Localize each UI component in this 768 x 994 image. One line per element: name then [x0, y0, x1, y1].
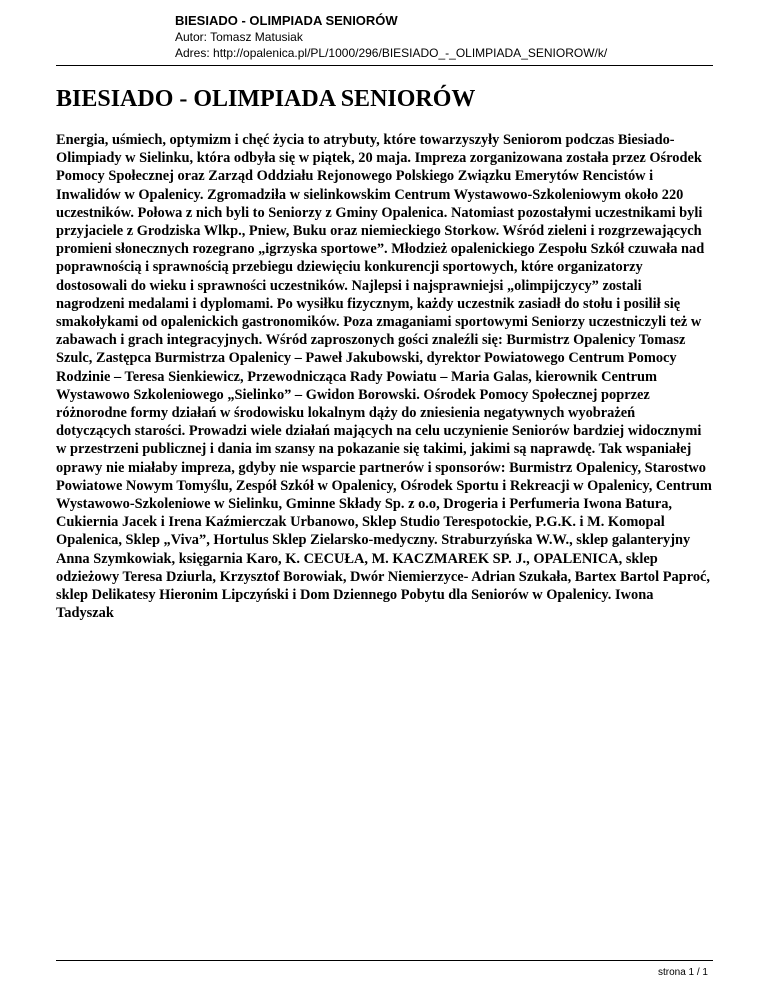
- header-address: Adres: http://opalenica.pl/PL/1000/296/BIESIADO_-_OLIMPIADA_SENIOROW/k/: [175, 46, 608, 60]
- header-divider: [56, 65, 713, 66]
- page-number: strona 1 / 1: [657, 967, 708, 978]
- article-body: Energia, uśmiech, optymizm i chęć życia to atrybuty, które towarzyszyły Seniorom podczas Biesiado-Olimpiady w Sielinku, która odbyła się w piątek, 20 maja. Impreza zorganizowana została przez Ośrodek Pomocy Społecznej oraz Zarząd Oddziału Rejonowego Polskiego Związku Emerytów Rencistów i Inwalidów w Opalenicy. Zgromadziła w sielinkowskim Centrum Wystawowo-Szkoleniowym około 220 uczestników. Połowa z nich byli to Seniorzy z Gminy Opalenica. Natomiast pozostałymi uczestnikami byli przyjaciele z Grodziska Wlkp., Pniew, Buku oraz niemieckiego Storkow. Wśród zieleni i rozgrzewających promieni słonecznych rozegrano „igrzyska sportowe”. Młodzież opalenickiego Zespołu Szkół czuwała nad poprawnością i sprawnością przebiegu dziewięciu konkurencji sportowych, które organizatorzy dostosowali do wieku i sprawności uczestników. Najlepsi i najsprawniejsi „olimpijczycy” zostali nagrodzeni medalami i dyplomami. Po wysiłku fizycznym, każdy uczestnik zasiadł do stołu i posilił się smakołykami od opalenickich gastronomików. Poza zmaganiami sportowymi Seniorzy uczestniczyli też w zabawach i grach integracyjnych. Wśród zaproszonych gości znaleźli się: Burmistrz Opalenicy Tomasz Szulc, Zastępca Burmistrza Opalenicy – Paweł Jakubowski, dyrektor Powiatowego Centrum Pomocy Rodzinie – Teresa Sienkiewicz, Przewodnicząca Rady Powiatu – Maria Galas, kierownik Centrum Wystawowo Szkoleniowego „Sielinko” – Gwidon Borowski. Ośrodek Pomocy Społecznej poprzez różnorodne formy działań w środowisku lokalnym dąży do zniesienia negatywnych wyobrażeń dotyczących starości. Prowadzi wiele działań mających na celu uczynienie Seniorów bardziej widocznymi w przestrzeni publicznej i dania im szansy na pokazanie się takimi, jakimi są naprawdę. Tak wspaniałej oprawy nie miałaby impreza, gdyby nie wsparcie partnerów i sponsorów: Burmistrz Opalenicy, Starostwo Powiatowe Nowym Tomyślu, Zespół Szkół w Opalenicy, Ośrodek Sportu i Rekreacji w Opalenicy, Centrum Wystawowo-Szkoleniowe w Sielinku, Gminne Składy Sp. z o.o, Drogeria i Perfumeria Iwona Batura, Cukiernia Jacek i Irena Kaźmierczak Urbanowo, Sklep Studio Terespotockie, P.G.K. i M. Komopal Opalenica, Sklep „Viva”, Hortulus Sklep Zielarsko-medyczny. Straburzyńska W.W., sklep galanteryjny Anna Szymkowiak, księgarnia Karo, K. CECUŁA, M. KACZMAREK SP. J., OPALENICA, sklep odzieżowy Teresa Dziurla, Krzysztof Borowiak, Dwór Niemierzyce- Adrian Szukała, Bartex Bartol Paproć, sklep Delikatesy Hieronim Lipczyński i Dom Dziennego Pobytu dla Seniorów w Opalenicy. Iwona Tadyszak: [56, 132, 712, 622]
- page-header: [175, 12, 735, 61]
- footer-divider: [56, 960, 713, 961]
- header-author: Autor: Tomasz Matusiak: [175, 30, 303, 44]
- header-title: BIESIADO - OLIMPIADA SENIORÓW: [175, 13, 398, 28]
- article-title: BIESIADO - OLIMPIADA SENIORÓW: [56, 86, 476, 112]
